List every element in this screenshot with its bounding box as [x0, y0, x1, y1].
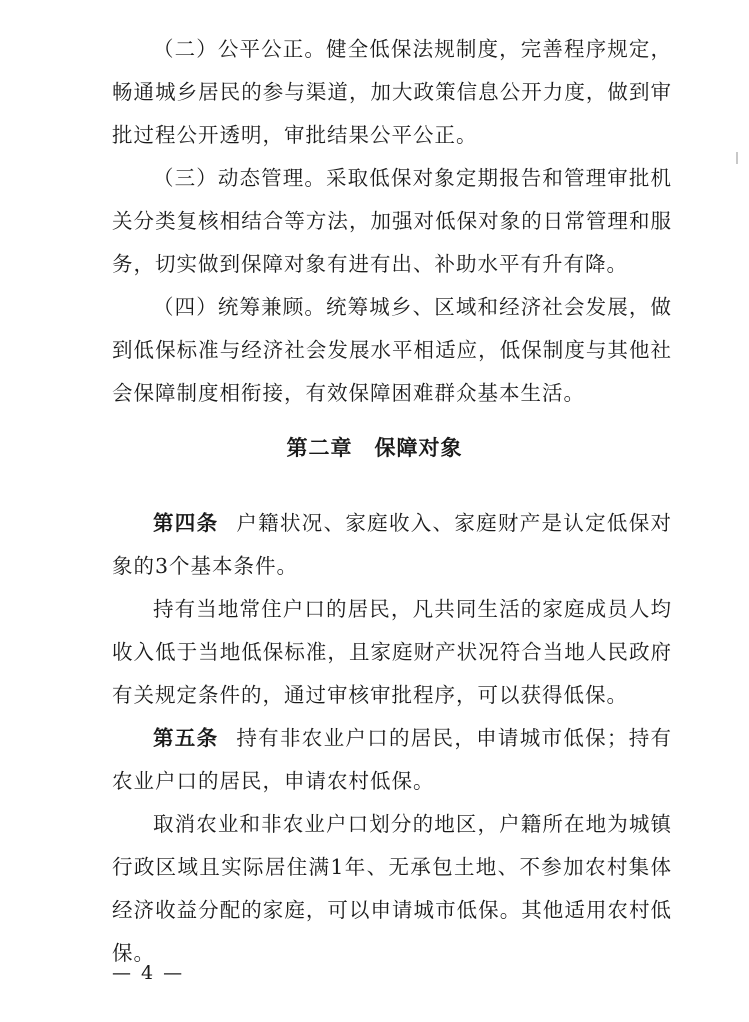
principle-overall-planning-paragraph: （四）统筹兼顾。统筹城乡、区域和经济社会发展，做到低保标准与经济社会发展水平相适应，低保制度与其他社会保障制度相衔接，有效保障困难群众基本生活。: [112, 295, 672, 405]
page-number: — 4 —: [112, 962, 185, 984]
chapter-heading: 第二章 保障对象: [286, 435, 463, 460]
article-5-paragraph: [112, 717, 672, 803]
principle-dynamic-management-paragraph: （三）动态管理。采取低保对象定期报告和管理审批机关分类复核相结合等方法，加强对低保对象的日常管理和服务，切实做到保障对象有进有出、补助水平有升有降。: [112, 166, 672, 276]
article-5-second-paragraph: 取消农业和非农业户口划分的地区，户籍所在地为城镇行政区域且实际居住满1年、无承包土地、不参加农村集体经济收益分配的家庭，可以申请城市低保。其他适用农村低保。: [112, 812, 672, 965]
article-4-paragraph: [112, 502, 672, 588]
article-4-second-paragraph: 持有当地常住户口的居民，凡共同生活的家庭成员人均收入低于当地低保标准，且家庭财产状况符合当地人民政府有关规定条件的，通过审核审批程序，可以获得低保。: [112, 597, 672, 707]
scan-edge-mark: [736, 152, 738, 164]
article-4-label: 第四条: [153, 511, 219, 535]
article-5-text: 持有非农业户口的居民，申请城市低保；持有农业户口的居民，申请农村低保。: [112, 726, 673, 793]
principle-fairness-paragraph: （二）公平公正。健全低保法规制度，完善程序规定，畅通城乡居民的参与渠道，加大政策信息公开力度，做到审批过程公开透明，审批结果公平公正。: [112, 37, 672, 147]
article-5-label: 第五条: [153, 726, 219, 750]
article-4-text: 户籍状况、家庭收入、家庭财产是认定低保对象的3个基本条件。: [112, 511, 673, 578]
